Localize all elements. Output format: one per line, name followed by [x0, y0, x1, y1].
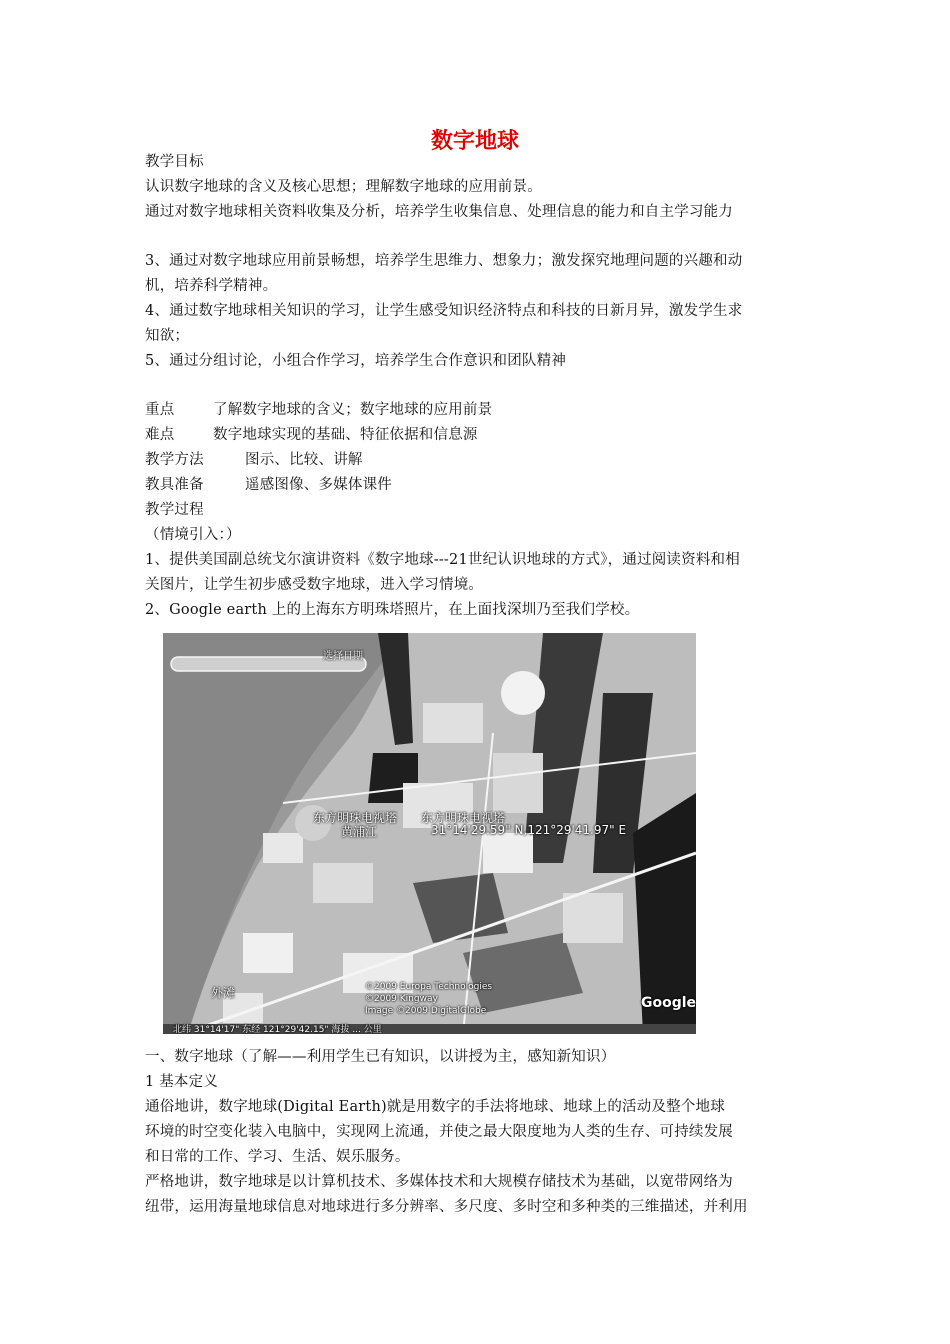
google-logo: Google — [641, 995, 696, 1011]
process-line: 1、提供美国副总统戈尔演讲资料《数字地球---21世纪认识地球的方式》，通过阅读资料和相 — [145, 552, 740, 568]
info-key: 教具准备 — [145, 477, 204, 493]
goal-line: 通过对数字地球相关资料收集及分析，培养学生收集信息、处理信息的能力和自主学习能力 — [145, 204, 733, 220]
process-intro: （情境引入：） — [145, 527, 241, 543]
process-heading: 教学过程 — [145, 502, 204, 518]
info-value: 遥感图像、多媒体课件 — [245, 477, 392, 493]
body-line: 纽带，运用海量地球信息对地球进行多分辨率、多尺度、多时空和多种类的三维描述，并利用 — [145, 1199, 748, 1215]
coordinates-label: 31°14'29.59" N,121°29'41.97" E — [431, 823, 627, 837]
copyright-label: ©2009 Kingway — [365, 994, 438, 1004]
info-key: 重点 — [145, 402, 175, 418]
goal-line: 3、通过对数字地球应用前景畅想，培养学生思维力、想象力；激发探究地理问题的兴趣和动 — [145, 253, 743, 269]
body-line: 环境的时空变化装入电脑中，实现网上流通，并使之最大限度地为人类的生存、可持续发展 — [145, 1124, 733, 1140]
copyright-label: ©2009 Europa Technologies — [365, 982, 493, 992]
copyright-label: Image ©2009 DigitalGlobe — [365, 1006, 487, 1016]
status-bar-text: 北纬 31°14'17" 东经 121°29'42.15" 海拔 ... 公里 — [173, 1025, 382, 1034]
page-title: 数字地球 — [430, 129, 519, 154]
tower-label: 东方明珠电视塔 — [313, 811, 398, 825]
goal-line: 知欲； — [145, 328, 190, 344]
tower-label: 东方明珠电视塔 — [421, 811, 506, 825]
process-line: 关图片，让学生初步感受数字地球，进入学习情境。 — [145, 577, 484, 593]
info-key: 教学方法 — [145, 452, 204, 468]
goal-line: 4、通过数字地球相关知识的学习，让学生感受知识经济特点和科技的日新月异，激发学生求 — [145, 303, 743, 319]
info-value: 了解数字地球的含义；数字地球的应用前景 — [213, 402, 493, 418]
goal-line: 认识数字地球的含义及核心思想；理解数字地球的应用前景。 — [145, 179, 542, 195]
section-heading: 一、数字地球（了解——利用学生已有知识，以讲授为主，感知新知识） — [145, 1049, 616, 1065]
info-value: 图示、比较、讲解 — [245, 452, 363, 468]
goal-line: 机，培养科学精神。 — [145, 278, 278, 294]
body-line: 和日常的工作、学习、生活、娱乐服务。 — [145, 1149, 410, 1165]
goal-line: 5、通过分组讨论，小组合作学习，培养学生合作意识和团队精神 — [145, 353, 567, 369]
date-slider-label: 选择日期 — [323, 651, 363, 662]
info-row — [145, 450, 363, 470]
info-row — [145, 475, 392, 495]
info-row — [145, 425, 478, 445]
info-value: 数字地球实现的基础、特征依据和信息源 — [213, 427, 478, 443]
process-line: 2、Google earth 上的上海东方明珠塔照片，在上面找深圳乃至我们学校。 — [145, 602, 640, 618]
info-key: 难点 — [145, 427, 175, 443]
satellite-image — [163, 633, 696, 1034]
body-line: 通俗地讲，数字地球(Digital Earth)就是用数字的手法将地球、地球上的活动及整个地球 — [145, 1099, 725, 1115]
river-label: 黄浦江 — [341, 825, 378, 839]
info-row — [145, 400, 492, 420]
subsection-heading: 1 基本定义 — [145, 1074, 219, 1090]
body-line: 严格地讲，数字地球是以计算机技术、多媒体技术和大规模存储技术为基础，以宽带网络为 — [145, 1174, 733, 1190]
goals-heading: 教学目标 — [145, 154, 204, 170]
bund-label: 外滩 — [211, 986, 236, 1000]
